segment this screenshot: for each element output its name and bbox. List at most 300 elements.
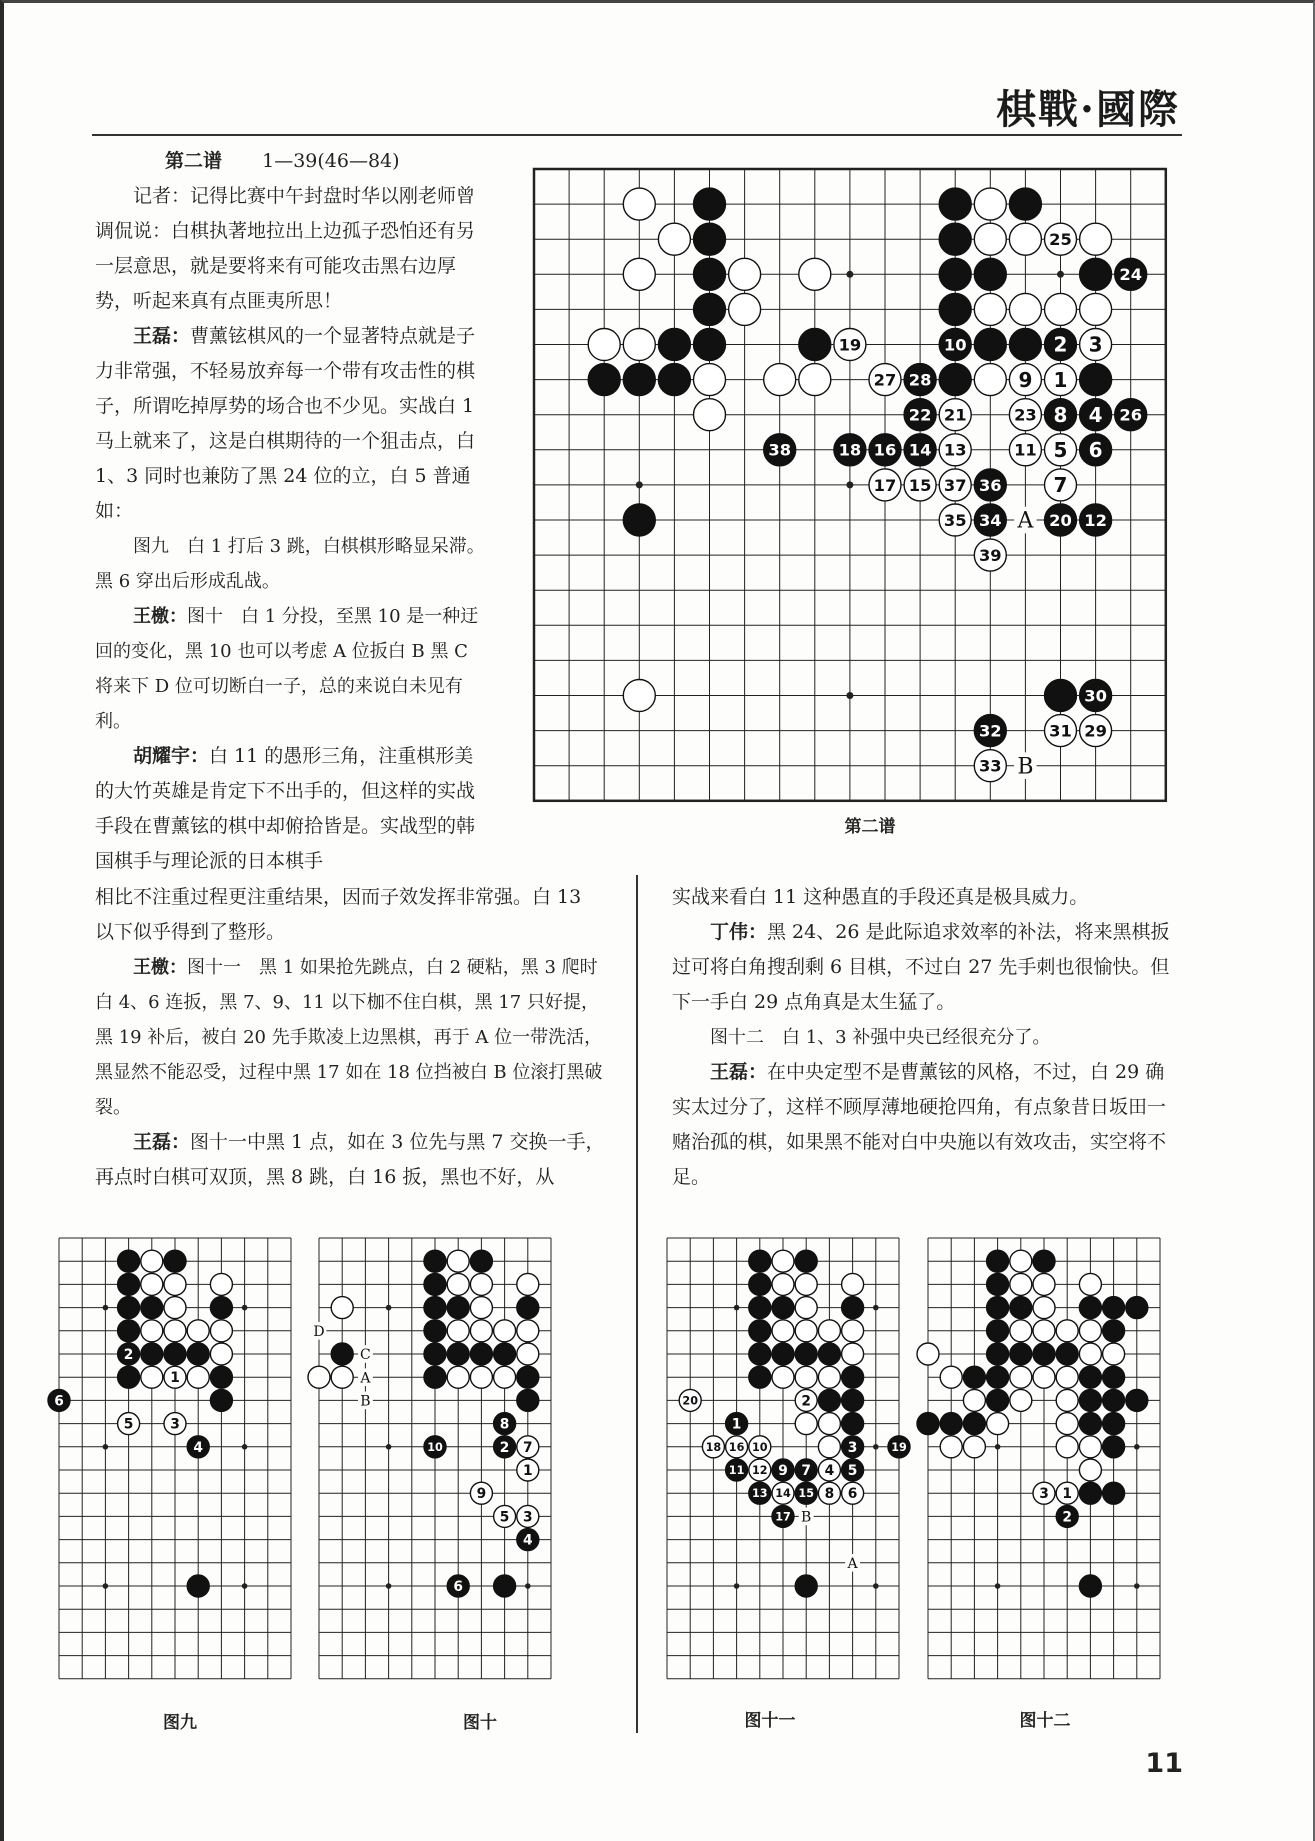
stone-disc (447, 1297, 469, 1319)
black-stone (987, 1343, 1009, 1365)
white-stone (210, 1343, 232, 1365)
move-number: 1 (170, 1370, 180, 1387)
white-stone (764, 364, 796, 396)
stone-disc (987, 1297, 1009, 1319)
white-stone (795, 1389, 817, 1411)
black-stone (842, 1297, 864, 1319)
white-stone (517, 1343, 539, 1365)
move-number: 26 (1119, 405, 1143, 425)
paragraph-text: 白 11 的愚形三角，注重棋形美的大竹英雄是肯定下不出手的，但这样的实战手段在曹薰铉的棋中却俯拾皆是。实战型的韩国棋手与理论派的日本棋手 (95, 745, 476, 872)
stone-disc (308, 1366, 330, 1388)
figure-12-caption: 图十二 (1019, 1711, 1071, 1731)
black-stone (164, 1343, 186, 1365)
move-number: 18 (838, 440, 862, 460)
white-stone (164, 1320, 186, 1342)
black-stone (987, 1250, 1009, 1272)
white-stone (1033, 1366, 1055, 1388)
black-stone (1079, 1413, 1101, 1435)
white-stone (1056, 1320, 1078, 1342)
white-stone (939, 469, 971, 501)
stone-disc (187, 1343, 209, 1365)
star-point (242, 1583, 248, 1589)
white-stone (1033, 1273, 1055, 1295)
black-stone (658, 329, 690, 361)
stone-disc (1056, 1413, 1078, 1435)
stone-disc (623, 680, 655, 712)
white-stone (679, 1389, 701, 1411)
stone-disc (494, 1575, 516, 1597)
star-point (734, 1305, 740, 1311)
stone-disc (842, 1273, 864, 1295)
white-stone (623, 329, 655, 361)
white-stone (842, 1343, 864, 1365)
star-point (242, 1305, 248, 1311)
black-stone (974, 469, 1006, 501)
black-stone (1079, 1575, 1101, 1597)
black-stone (842, 1413, 864, 1435)
star-point (873, 1305, 879, 1311)
move-number: 3 (847, 1439, 858, 1456)
black-stone (987, 1273, 1009, 1295)
point-label: A (1017, 508, 1034, 534)
black-stone (963, 1366, 985, 1388)
black-stone (917, 1413, 939, 1435)
white-stone (470, 1297, 492, 1319)
black-stone (987, 1389, 1009, 1411)
stone-disc (818, 1389, 840, 1411)
stone-disc (1009, 329, 1041, 361)
white-stone (1010, 1320, 1032, 1342)
move-number: 34 (978, 510, 1002, 530)
star-point (995, 1444, 1001, 1450)
stone-disc (187, 1320, 209, 1342)
stone-disc (1126, 1389, 1148, 1411)
black-stone (658, 364, 690, 396)
black-stone (694, 258, 726, 290)
white-stone (517, 1436, 539, 1458)
stone-disc (517, 1297, 539, 1319)
stone-disc (494, 1343, 516, 1365)
stone-disc (939, 258, 971, 290)
white-stone (917, 1343, 939, 1365)
speaker: 王檄： (133, 606, 187, 627)
black-stone (1056, 1505, 1078, 1527)
black-stone (1079, 1297, 1101, 1319)
star-point (995, 1583, 1001, 1589)
stone-disc (764, 364, 796, 396)
speaker: 王磊： (710, 1061, 768, 1083)
stone-disc (494, 1320, 516, 1342)
stone-disc (1079, 1366, 1101, 1388)
white-stone (494, 1366, 516, 1388)
black-stone (424, 1273, 446, 1295)
stone-disc (795, 1366, 817, 1388)
stone-disc (729, 258, 761, 290)
stone-disc (1126, 1297, 1148, 1319)
white-stone (799, 258, 831, 290)
white-stone (1045, 434, 1077, 466)
white-stone (623, 188, 655, 220)
black-stone (517, 1366, 539, 1388)
speaker: 丁伟： (710, 921, 768, 943)
white-stone (447, 1366, 469, 1388)
white-stone (818, 1366, 840, 1388)
move-number: 8 (1053, 402, 1068, 427)
black-stone (749, 1297, 771, 1319)
speaker: 王檄： (133, 957, 187, 978)
white-stone (818, 1413, 840, 1435)
stone-disc (118, 1250, 140, 1272)
black-stone (987, 1320, 1009, 1342)
stone-disc (772, 1297, 794, 1319)
move-number: 12 (1084, 510, 1107, 530)
white-stone (842, 1482, 864, 1504)
stone-disc (424, 1273, 446, 1295)
stone-disc (842, 1343, 864, 1365)
paragraph: 记者：记得比赛中午封盘时华以刚老师曾调侃说：白棋执著地拉出上边孤子恐怕还有另一层意思，就是要将来有可能攻击黑右边厚势，听起来真有点匪夷所思！ (95, 185, 476, 312)
star-point (846, 481, 853, 488)
white-stone (818, 1459, 840, 1481)
white-stone (939, 399, 971, 431)
move-number: 29 (1084, 721, 1107, 741)
black-stone (1033, 1343, 1055, 1365)
stone-disc (799, 258, 831, 290)
star-point (734, 1583, 740, 1589)
black-stone (842, 1366, 864, 1388)
black-stone (588, 364, 620, 396)
move-number: 6 (54, 1393, 64, 1410)
stone-disc (141, 1366, 163, 1388)
white-stone (1056, 1413, 1078, 1435)
stone-disc (588, 364, 620, 396)
stone-disc (164, 1343, 186, 1365)
white-stone (939, 434, 971, 466)
stone-disc (658, 364, 690, 396)
stone-disc (987, 1389, 1009, 1411)
stone-disc (1079, 1389, 1101, 1411)
stone-disc (1079, 1413, 1101, 1435)
black-stone (447, 1297, 469, 1319)
white-stone (963, 1389, 985, 1411)
black-stone (1079, 1482, 1101, 1504)
black-stone (1115, 399, 1147, 431)
stone-disc (1080, 364, 1112, 396)
stone-disc (331, 1366, 353, 1388)
white-stone (308, 1366, 330, 1388)
move-number: 37 (943, 475, 967, 495)
black-stone (623, 504, 655, 536)
stone-disc (974, 364, 1006, 396)
white-stone (164, 1366, 186, 1388)
stone-disc (1033, 1343, 1055, 1365)
white-stone (623, 680, 655, 712)
stone-disc (1080, 293, 1112, 325)
paragraph (672, 915, 1182, 1020)
star-point (242, 1444, 248, 1450)
black-stone (1079, 1389, 1101, 1411)
stone-disc (658, 329, 690, 361)
black-stone (764, 434, 796, 466)
white-stone (1079, 1320, 1101, 1342)
black-stone (974, 715, 1006, 747)
stone-disc (1033, 1250, 1055, 1272)
move-number: 8 (824, 1486, 835, 1503)
move-number: 27 (873, 370, 897, 390)
stone-disc (694, 188, 726, 220)
paragraph (95, 950, 605, 1125)
black-stone (694, 329, 726, 361)
black-stone (749, 1250, 771, 1272)
black-stone (187, 1343, 209, 1365)
stone-disc (1010, 1273, 1032, 1295)
magazine-brand: 棋戰·國際 (996, 86, 1180, 133)
black-stone (164, 1250, 186, 1272)
white-stone (939, 504, 971, 536)
white-stone (118, 1413, 140, 1435)
point-label: A (847, 1555, 858, 1572)
move-number: 6 (847, 1486, 858, 1503)
black-stone (939, 188, 971, 220)
left-column-text (95, 144, 485, 879)
stone-disc (1103, 1436, 1125, 1458)
white-stone (694, 364, 726, 396)
stone-disc (842, 1366, 864, 1388)
move-number: 15 (908, 475, 932, 495)
black-stone (749, 1273, 771, 1295)
black-stone (694, 188, 726, 220)
white-stone (141, 1320, 163, 1342)
white-stone (940, 1366, 962, 1388)
stone-disc (447, 1366, 469, 1388)
black-stone (118, 1366, 140, 1388)
point-label: B (1017, 754, 1034, 780)
white-stone (834, 329, 866, 361)
move-number: 3 (170, 1416, 180, 1433)
stone-disc (210, 1273, 232, 1295)
main-board-caption: 第二谱 (844, 817, 896, 837)
black-stone (1033, 1250, 1055, 1272)
white-stone (1079, 1436, 1101, 1458)
stone-disc (917, 1413, 939, 1435)
white-stone (869, 364, 901, 396)
stone-disc (694, 399, 726, 431)
black-stone (1126, 1389, 1148, 1411)
stone-disc (772, 1273, 794, 1295)
stone-disc (1056, 1343, 1078, 1365)
star-point (873, 1583, 879, 1589)
black-stone (904, 364, 936, 396)
black-stone (904, 399, 936, 431)
white-stone (164, 1273, 186, 1295)
black-stone (210, 1366, 232, 1388)
black-stone (1080, 434, 1112, 466)
white-stone (623, 258, 655, 290)
move-number: 1 (731, 1416, 742, 1433)
move-number: 2 (123, 1346, 134, 1363)
white-stone (1009, 434, 1041, 466)
black-stone (1045, 504, 1077, 536)
move-number: 10 (943, 335, 967, 355)
stone-disc (470, 1366, 492, 1388)
header-rule (92, 134, 1182, 136)
black-stone (987, 1297, 1009, 1319)
stone-disc (963, 1389, 985, 1411)
move-number: 5 (847, 1462, 858, 1479)
stone-disc (447, 1250, 469, 1272)
section-title (95, 144, 485, 179)
stone-disc (795, 1413, 817, 1435)
white-stone (818, 1436, 840, 1458)
black-stone (795, 1482, 817, 1504)
move-number: 2 (499, 1439, 510, 1456)
stone-disc (1103, 1482, 1125, 1504)
black-stone (726, 1413, 748, 1435)
figure-12-board (927, 1237, 1182, 1697)
move-number: 5 (1053, 438, 1068, 462)
black-stone (1080, 680, 1112, 712)
stone-disc (424, 1297, 446, 1319)
paragraph (95, 1125, 605, 1195)
stone-disc (187, 1366, 209, 1388)
black-stone (118, 1343, 140, 1365)
move-number: 23 (1014, 405, 1037, 425)
black-stone (694, 223, 726, 255)
move-number: 20 (682, 1394, 698, 1408)
white-stone (1080, 715, 1112, 747)
black-stone (842, 1389, 864, 1411)
page-number: 11 (1145, 1748, 1183, 1779)
white-stone (795, 1413, 817, 1435)
stone-disc (210, 1297, 232, 1319)
black-stone (987, 1366, 1009, 1388)
black-stone (118, 1297, 140, 1319)
move-number: 6 (453, 1578, 464, 1595)
white-stone (987, 1413, 1009, 1435)
black-stone (1079, 1366, 1101, 1388)
white-stone (1080, 329, 1112, 361)
stone-disc (1009, 293, 1041, 325)
stone-disc (1010, 1320, 1032, 1342)
stone-disc (749, 1343, 771, 1365)
move-number: 14 (775, 1487, 791, 1501)
white-stone (974, 223, 1006, 255)
stone-disc (818, 1320, 840, 1342)
star-point (103, 1444, 109, 1450)
black-stone (447, 1343, 469, 1365)
stone-disc (772, 1250, 794, 1272)
black-stone (842, 1436, 864, 1458)
white-stone (494, 1320, 516, 1342)
stone-disc (164, 1320, 186, 1342)
white-stone (818, 1320, 840, 1342)
stone-disc (842, 1413, 864, 1435)
black-stone (1126, 1297, 1148, 1319)
white-stone (164, 1413, 186, 1435)
white-stone (749, 1459, 771, 1481)
stone-disc (141, 1343, 163, 1365)
stone-disc (424, 1320, 446, 1342)
black-stone (48, 1389, 70, 1411)
stone-disc (963, 1436, 985, 1458)
stone-disc (424, 1250, 446, 1272)
point-label: A (360, 1370, 371, 1387)
move-number: 5 (123, 1416, 134, 1433)
black-stone (749, 1366, 771, 1388)
black-stone (939, 329, 971, 361)
move-number: 1 (522, 1462, 533, 1479)
black-stone (795, 1250, 817, 1272)
section-title-range: 1—39(46—84) (262, 150, 400, 172)
black-stone (904, 434, 936, 466)
black-stone (939, 364, 971, 396)
white-stone (1010, 1389, 1032, 1411)
move-number: 6 (1088, 438, 1103, 462)
black-stone (888, 1436, 910, 1458)
stone-disc (1056, 1366, 1078, 1388)
section-title-name: 第二谱 (165, 150, 223, 172)
stone-disc (331, 1343, 353, 1365)
stone-disc (1009, 223, 1041, 255)
stone-disc (447, 1320, 469, 1342)
move-number: 9 (778, 1462, 788, 1479)
point-label: D (313, 1323, 325, 1340)
white-stone (470, 1320, 492, 1342)
move-number: 33 (978, 756, 1002, 776)
black-stone (494, 1413, 516, 1435)
black-stone (331, 1343, 353, 1365)
paragraph (95, 739, 485, 879)
stone-disc (1010, 1250, 1032, 1272)
black-stone (470, 1250, 492, 1272)
point-label: B (801, 1509, 812, 1526)
stone-disc (447, 1273, 469, 1295)
black-stone (424, 1366, 446, 1388)
white-stone (974, 539, 1006, 571)
stone-disc (1079, 1343, 1101, 1365)
stone-disc (1033, 1320, 1055, 1342)
star-point (873, 1444, 879, 1450)
stone-disc (118, 1297, 140, 1319)
move-number: 14 (908, 440, 932, 460)
white-stone (799, 364, 831, 396)
move-number: 22 (908, 405, 932, 425)
stone-disc (118, 1366, 140, 1388)
move-number: 3 (522, 1509, 533, 1526)
black-stone (623, 364, 655, 396)
stone-disc (1056, 1320, 1078, 1342)
stone-disc (210, 1366, 232, 1388)
stone-disc (939, 188, 971, 220)
white-stone (517, 1459, 539, 1481)
white-stone (447, 1320, 469, 1342)
white-stone (869, 469, 901, 501)
star-point (386, 1305, 392, 1311)
white-stone (1033, 1297, 1055, 1319)
move-number: 13 (752, 1487, 768, 1501)
star-point (1134, 1583, 1140, 1589)
stone-disc (799, 329, 831, 361)
right-column-text (672, 880, 1182, 1195)
stone-disc (694, 329, 726, 361)
stone-disc (1103, 1320, 1125, 1342)
black-stone (749, 1320, 771, 1342)
black-stone (974, 258, 1006, 290)
star-point (846, 692, 853, 699)
stone-disc (1103, 1389, 1125, 1411)
black-stone (1056, 1343, 1078, 1365)
move-number: 21 (943, 405, 967, 425)
stone-disc (772, 1343, 794, 1365)
